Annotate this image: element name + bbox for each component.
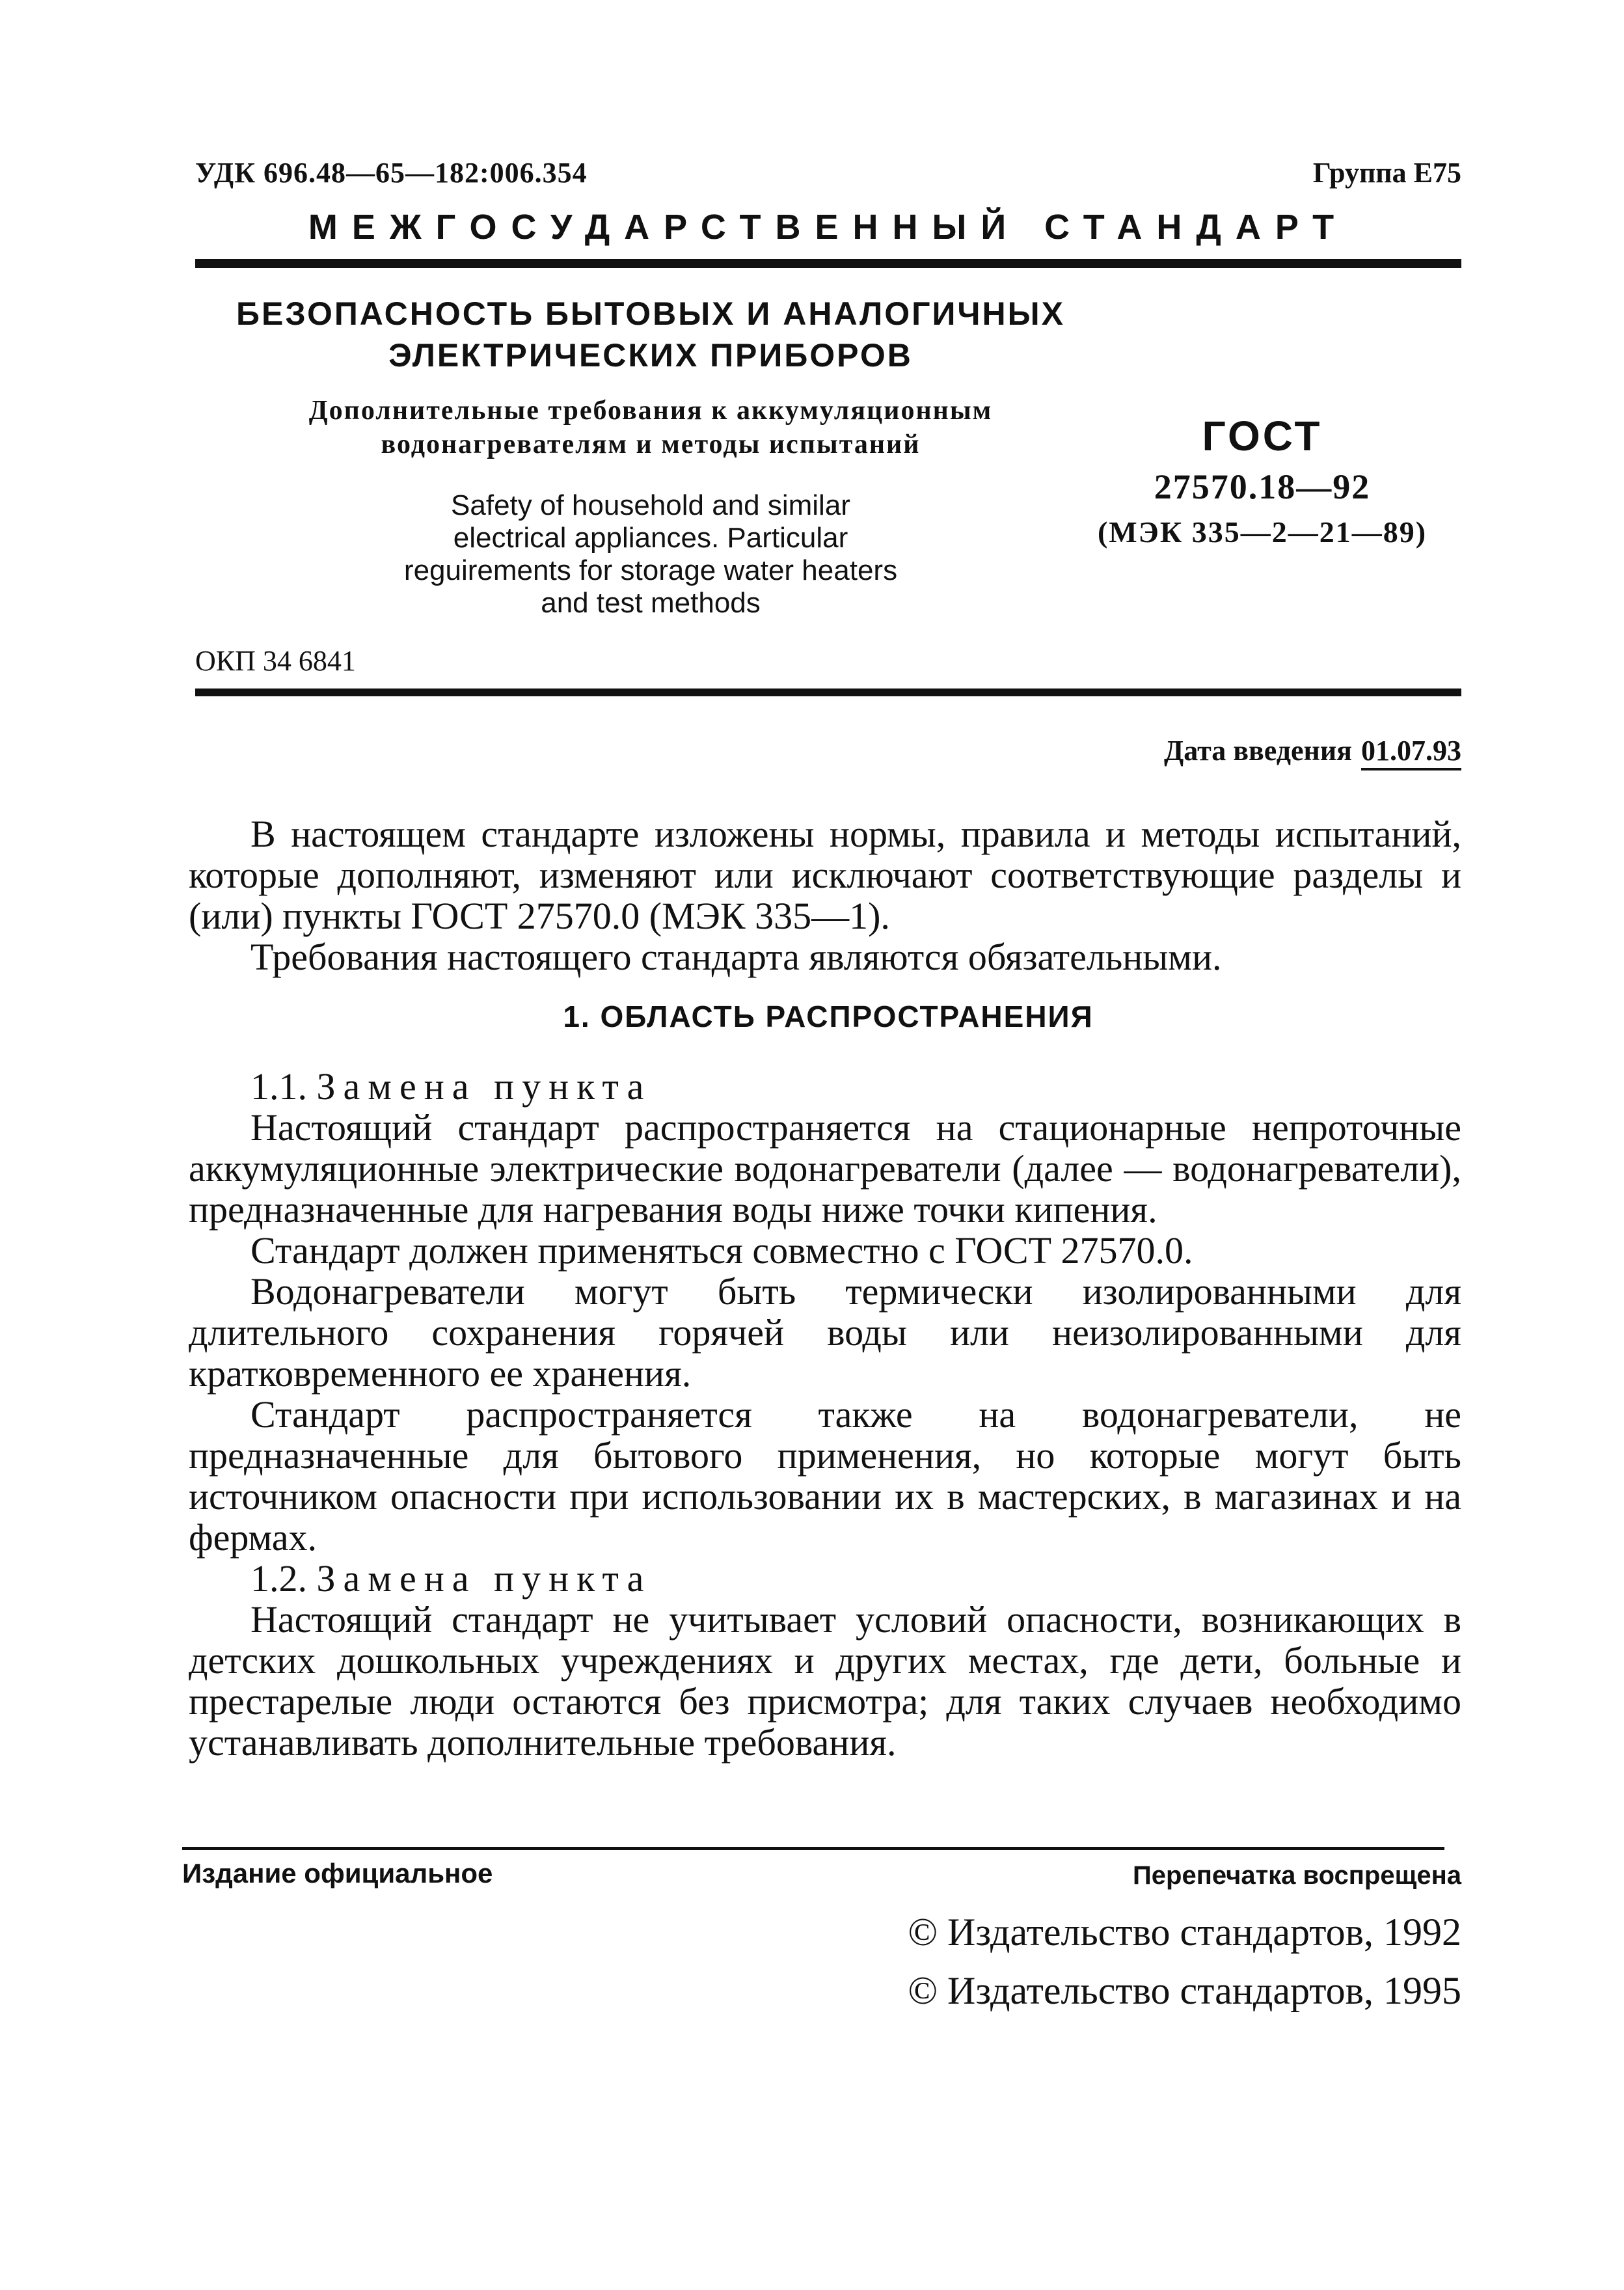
clause-1-1-paragraph: Стандарт должен применяться совместно с ГОСТ 27570.0. (250, 1229, 1193, 1272)
title-en-line1: Safety of household and similar (451, 489, 850, 521)
clause-1-2-title: Замена пункта (316, 1557, 652, 1600)
intro-date-label: Дата введения (1163, 735, 1352, 767)
official-edition: Издание официальное (182, 1858, 493, 1888)
gost-designation (1067, 410, 1457, 553)
clause-1-1-paragraph: Настоящий стандарт распространяется на стационарные непроточные аккумуляционные электрические водонагреватели (далее — водонагреватели), предназначенные для нагревания воды ниже точки кипения. (189, 1106, 1461, 1231)
reprint-prohibited: Перепечатка воспрещена (1133, 1861, 1461, 1890)
iec-reference: (МЭК 335—2—21—89) (1097, 515, 1428, 549)
copyright-1995: © Издательство стандартов, 1995 (908, 1969, 1461, 2012)
clause-1-1 (189, 1066, 1461, 1763)
intro-text (189, 813, 1461, 977)
udk-code: УДК 696.48—65—182:006.354 (195, 157, 588, 189)
title-en-line4: and test methods (541, 587, 761, 619)
title-en-line3: reguirements for storage water heaters (403, 554, 898, 586)
subtitle-ru-line2: водонагревателям и методы испытаний (381, 429, 921, 459)
title-rule (195, 688, 1461, 696)
group-code: Группа Е75 (1312, 157, 1461, 189)
introduction-date (1164, 734, 1461, 767)
section-1-title: 1. ОБЛАСТЬ РАСПРОСТРАНЕНИЯ (563, 1000, 1094, 1033)
okp-code: ОКП 34 6841 (195, 645, 356, 677)
copyright-1992: © Издательство стандартов, 1992 (908, 1911, 1461, 1954)
intro-paragraph-mandatory: Требования настоящего стандарта являются обязательными. (250, 936, 1222, 978)
clause-1-2-paragraph: Настоящий стандарт не учитывает условий опасности, возникающих в детских дошкольных учреждениях и других местах, где дети, больные и престарелые люди остаются без присмотра; для таких случаев необходимо устанавливать дополнительные требования. (189, 1598, 1461, 1764)
intro-paragraph: В настоящем стандарте изложены нормы, правила и методы испытаний, которые дополняют, изменяют или исключают соответствующие разделы и (или) пункты ГОСТ 27570.0 (МЭК 335—1). (189, 813, 1461, 937)
clause-1-1-number: 1.1. (250, 1065, 307, 1108)
title-en-line2: electrical appliances. Particular (453, 522, 848, 554)
clause-1-1-paragraph: Стандарт распространяется также на водонагреватели, не предназначенные для бытового применения, но которые могут быть источником опасности при использовании их в мастерских, в магазинах и на фермах. (189, 1393, 1461, 1559)
subtitle-russian (195, 394, 1106, 461)
intro-date-value: 01.07.93 (1361, 735, 1461, 770)
clause-1-2-number: 1.2. (250, 1557, 307, 1600)
title-russian (195, 293, 1106, 376)
clause-1-1-paragraph: Водонагреватели могут быть термически изолированными для длительного сохранения горячей воды или неизолированными для кратковременного ее хранения. (189, 1270, 1461, 1395)
gost-label: ГОСТ (1202, 413, 1323, 459)
gost-number: 27570.18—92 (1154, 467, 1371, 506)
footer-rule (182, 1847, 1444, 1850)
clause-1-2-heading (189, 1558, 1461, 1599)
standard-banner: МЕЖГОСУДАРСТВЕННЫЙ СТАНДАРТ (308, 208, 1349, 247)
title-ru-line1: БЕЗОПАСНОСТЬ БЫТОВЫХ И АНАЛОГИЧНЫХ (236, 295, 1065, 332)
title-ru-line2: ЭЛЕКТРИЧЕСКИХ ПРИБОРОВ (388, 337, 913, 374)
title-english (195, 489, 1106, 620)
header-rule (195, 259, 1461, 268)
clause-1-1-heading (189, 1066, 1461, 1107)
clause-1-1-title: Замена пункта (316, 1065, 652, 1108)
subtitle-ru-line1: Дополнительные требования к аккумуляционным (308, 396, 993, 426)
